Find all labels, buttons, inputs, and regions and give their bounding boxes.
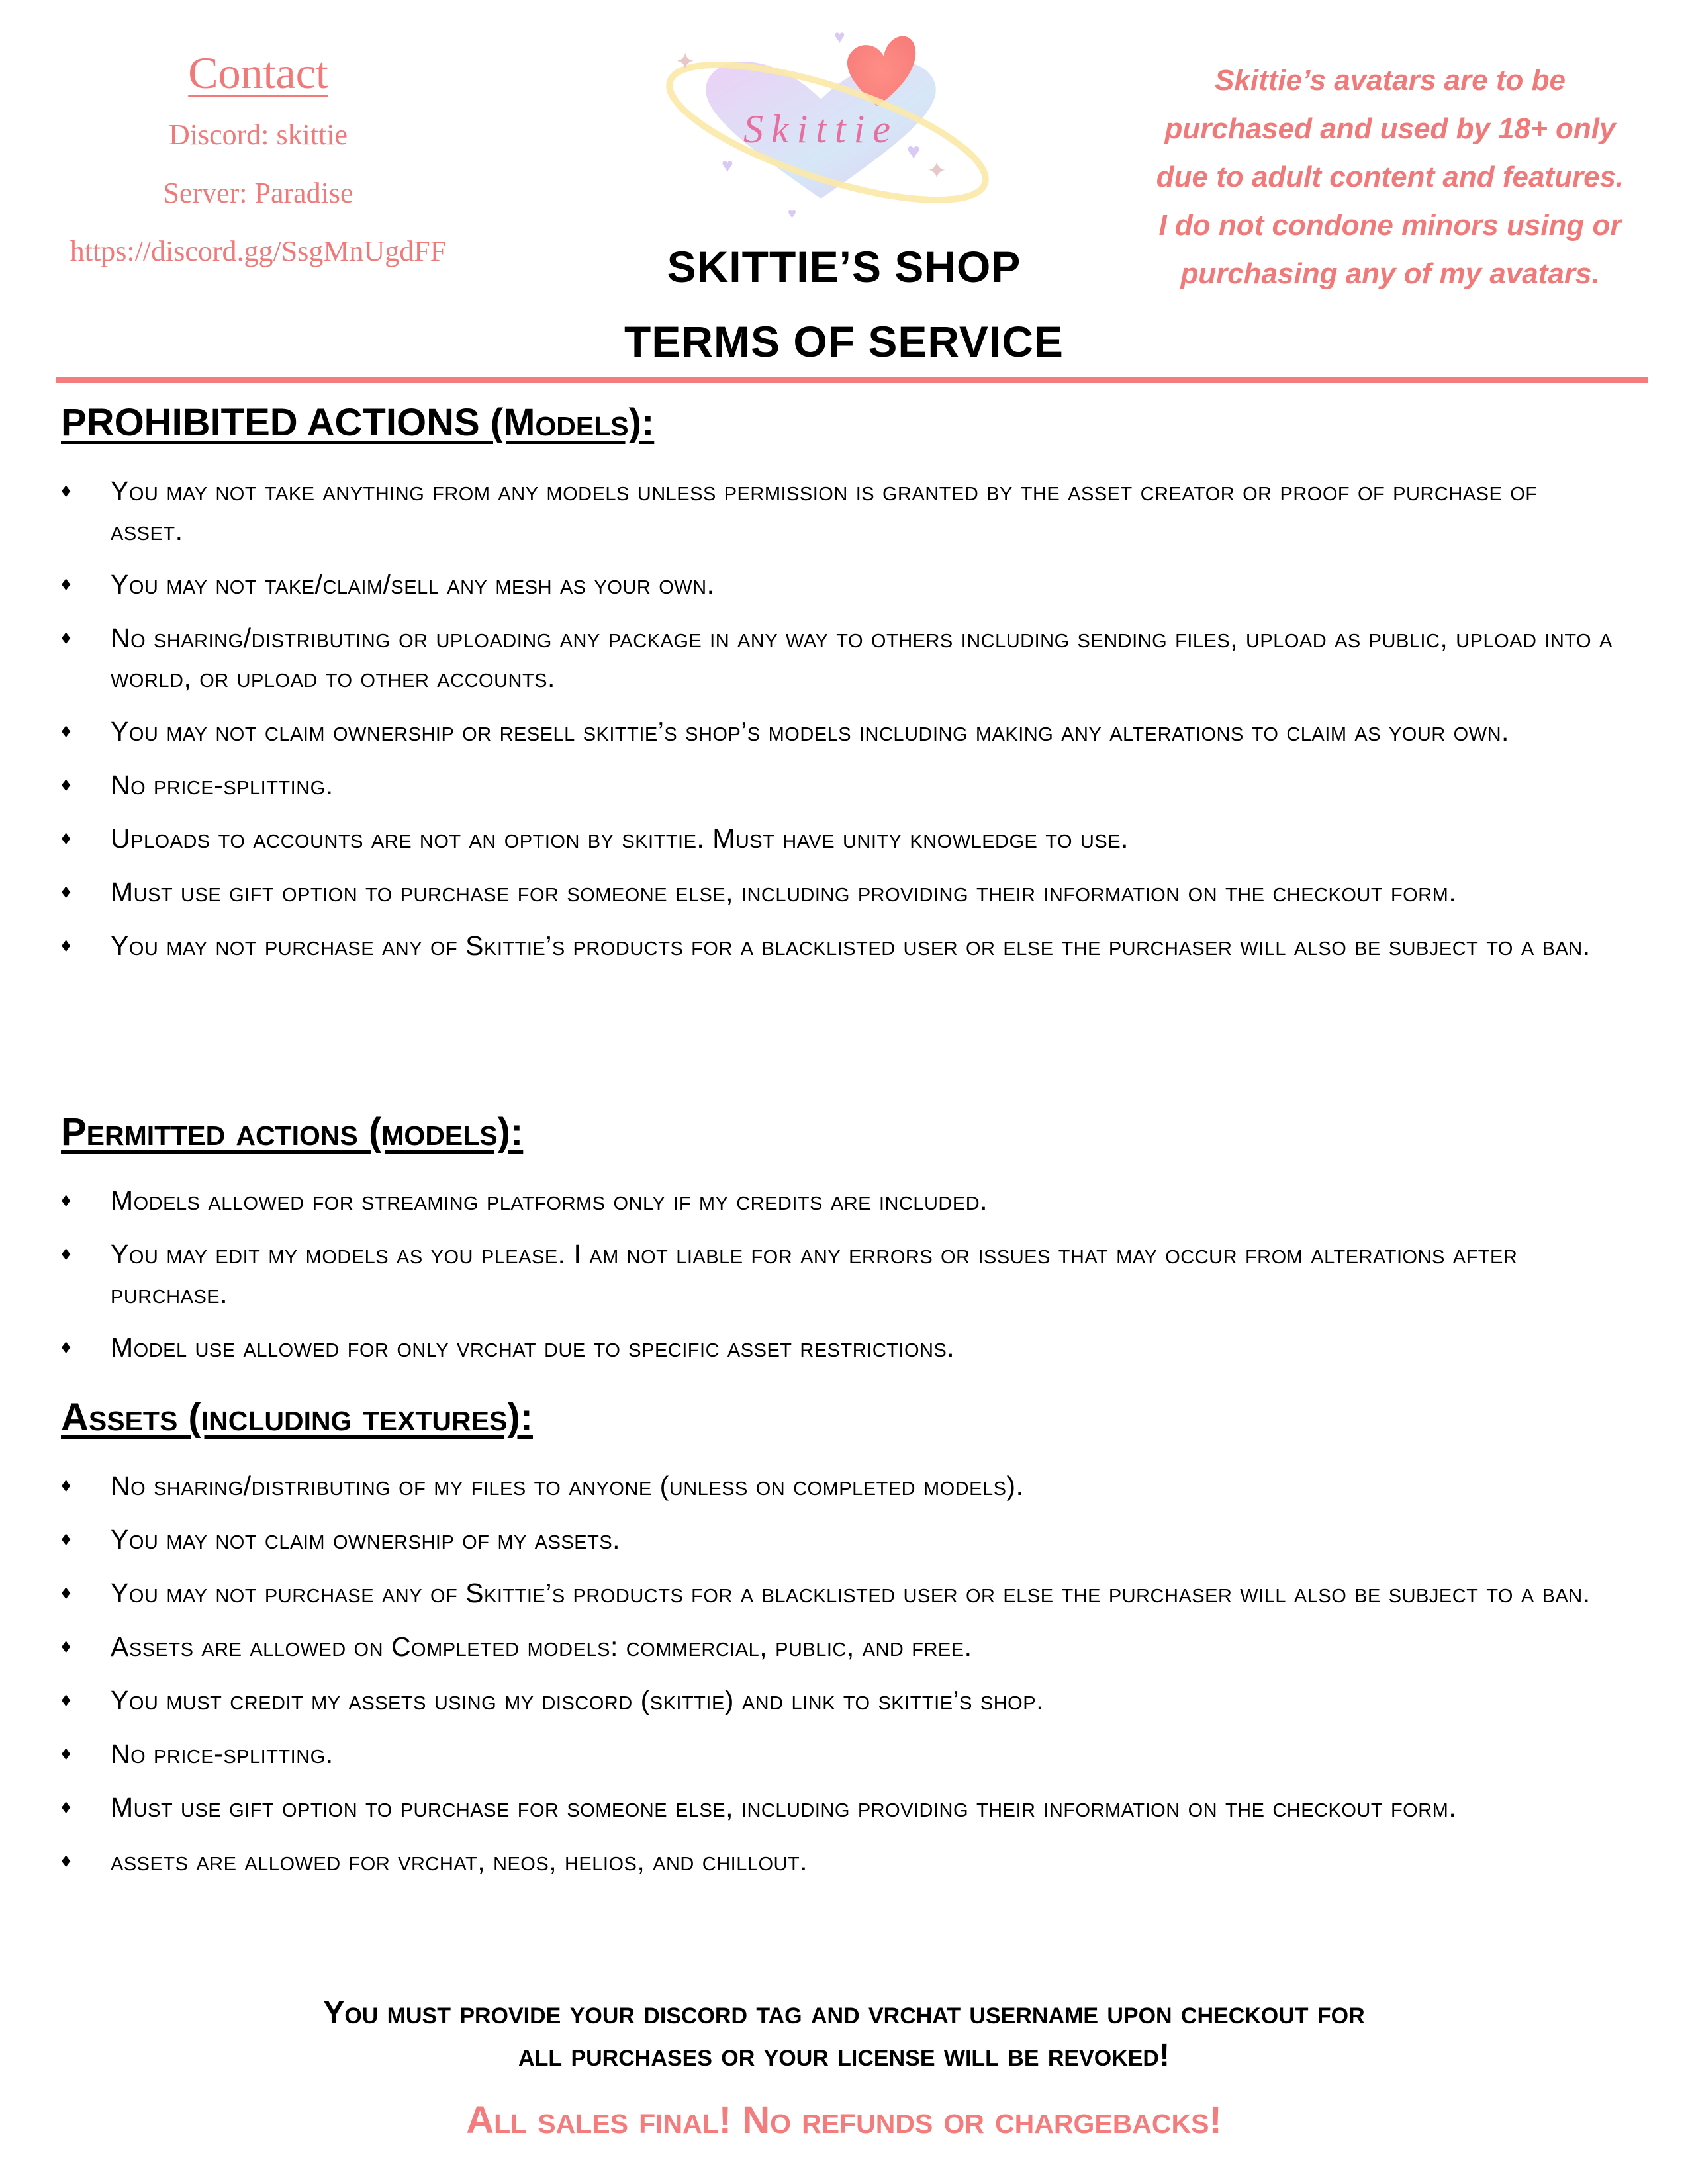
diamond-bullet-icon: ♦ [61,573,71,595]
list-item: ♦ Must use gift option to purchase for someone else, including providing their information on the checkout form. [61,872,1617,912]
section-heading-prohibited: PROHIBITED ACTIONS (Models): [61,401,655,444]
diamond-bullet-icon: ♦ [61,1475,71,1496]
list-item: ♦ No sharing/distributing or uploading any package in any way to others including sending files, upload as public, upload into a world, or upload to other accounts. [61,618,1617,698]
contact-server: Server: Paradise [163,177,353,209]
age-notice [1139,56,1642,298]
checkout-requirement-notice [99,1992,1589,2077]
diamond-bullet-icon: ♦ [61,881,71,903]
list-item: ♦ You may not claim ownership of my assets. [61,1520,1617,1559]
diamond-bullet-icon: ♦ [61,1582,71,1604]
contact-block [60,40,457,281]
diamond-bullet-icon: ♦ [61,627,71,649]
heart-logo-icon [622,7,1019,232]
age-notice-line: due to adult content and features. [1156,161,1624,193]
skittie-logo [622,7,1019,232]
age-notice-line: purchased and used by 18+ only [1164,113,1616,145]
list-item: ♦ No price-splitting. [61,765,1617,805]
diamond-bullet-icon: ♦ [61,1336,71,1358]
svg-text:♥: ♥ [907,139,921,164]
assets-list [61,1466,1617,1895]
diamond-bullet-icon: ♦ [61,1189,71,1211]
list-item: ♦ Assets are allowed on Completed models: commercial, public, and free. [61,1627,1617,1666]
list-item: ♦ No sharing/distributing of my files to anyone (unless on completed models). [61,1466,1617,1506]
section-heading-assets: Assets (including textures): [61,1396,533,1439]
contact-discord: Discord: skittie [168,118,348,151]
age-notice-line: I do not condone minors using or [1158,209,1622,242]
svg-text:♥: ♥ [722,155,733,177]
checkout-requirement-line: You must provide your discord tag and vrchat username upon checkout for [323,1995,1365,2030]
contact-title: Contact [188,48,328,98]
prohibited-list [61,471,1617,979]
header-divider [56,377,1648,383]
diamond-bullet-icon: ♦ [61,1743,71,1764]
no-refunds-notice: All sales final! No refunds or chargebacks! [466,2099,1222,2142]
diamond-bullet-icon: ♦ [61,934,71,956]
list-item: ♦ You may not purchase any of Skittie’s products for a blacklisted user or else the purchaser will also be subject to a ban. [61,1573,1617,1613]
list-item: ♦ You may not take/claim/sell any mesh as your own. [61,565,1617,604]
diamond-bullet-icon: ♦ [61,774,71,796]
terms-title: TERMS OF SERVICE [624,317,1064,366]
list-item: ♦ You may edit my models as you please. I am not liable for any errors or issues that may occur from alterations after purchase. [61,1234,1617,1314]
diamond-bullet-icon: ♦ [61,1850,71,1872]
svg-text:♥: ♥ [834,26,845,47]
svg-text:✦: ✦ [927,157,947,184]
svg-text:✦: ✦ [675,48,696,75]
list-item: ♦ Models allowed for streaming platforms only if my credits are included. [61,1181,1617,1220]
list-item: ♦ You may not claim ownership or resell skittie’s shop’s models including making any alterations to claim as your own. [61,711,1617,751]
contact-discord-link[interactable]: https://discord.gg/SsgMnUgdFF [70,235,447,267]
shop-title: SKITTIE’S SHOP [667,242,1021,291]
diamond-bullet-icon: ♦ [61,1243,71,1265]
permitted-list [61,1181,1617,1381]
age-notice-line: purchasing any of my avatars. [1180,257,1600,290]
diamond-bullet-icon: ♦ [61,1635,71,1657]
list-item: ♦ You must credit my assets using my discord (skittie) and link to skittie’s shop. [61,1680,1617,1720]
list-item: ♦ You may not take anything from any models unless permission is granted by the asset creator or proof of purchase of asset. [61,471,1617,551]
age-notice-line: Skittie’s avatars are to be [1215,64,1566,97]
section-heading-permitted: Permitted actions (models): [61,1111,524,1154]
diamond-bullet-icon: ♦ [61,1528,71,1550]
diamond-bullet-icon: ♦ [61,827,71,849]
diamond-bullet-icon: ♦ [61,720,71,742]
logo-text: Skittie [743,107,898,151]
list-item: ♦ You may not purchase any of Skittie’s products for a blacklisted user or else the purchaser will also be subject to a ban. [61,926,1617,966]
list-item: ♦ No price-splitting. [61,1734,1617,1774]
list-item: ♦ assets are allowed for vrchat, neos, helios, and chillout. [61,1841,1617,1881]
list-item: ♦ Uploads to accounts are not an option by skittie. Must have unity knowledge to use. [61,819,1617,858]
diamond-bullet-icon: ♦ [61,1796,71,1818]
list-item: ♦ Model use allowed for only vrchat due to specific asset restrictions. [61,1328,1617,1367]
checkout-requirement-line: all purchases or your license will be revoked! [518,2038,1170,2073]
diamond-bullet-icon: ♦ [61,1689,71,1711]
diamond-bullet-icon: ♦ [61,480,71,502]
list-item: ♦ Must use gift option to purchase for someone else, including providing their information on the checkout form. [61,1788,1617,1827]
svg-text:♥: ♥ [788,205,797,222]
